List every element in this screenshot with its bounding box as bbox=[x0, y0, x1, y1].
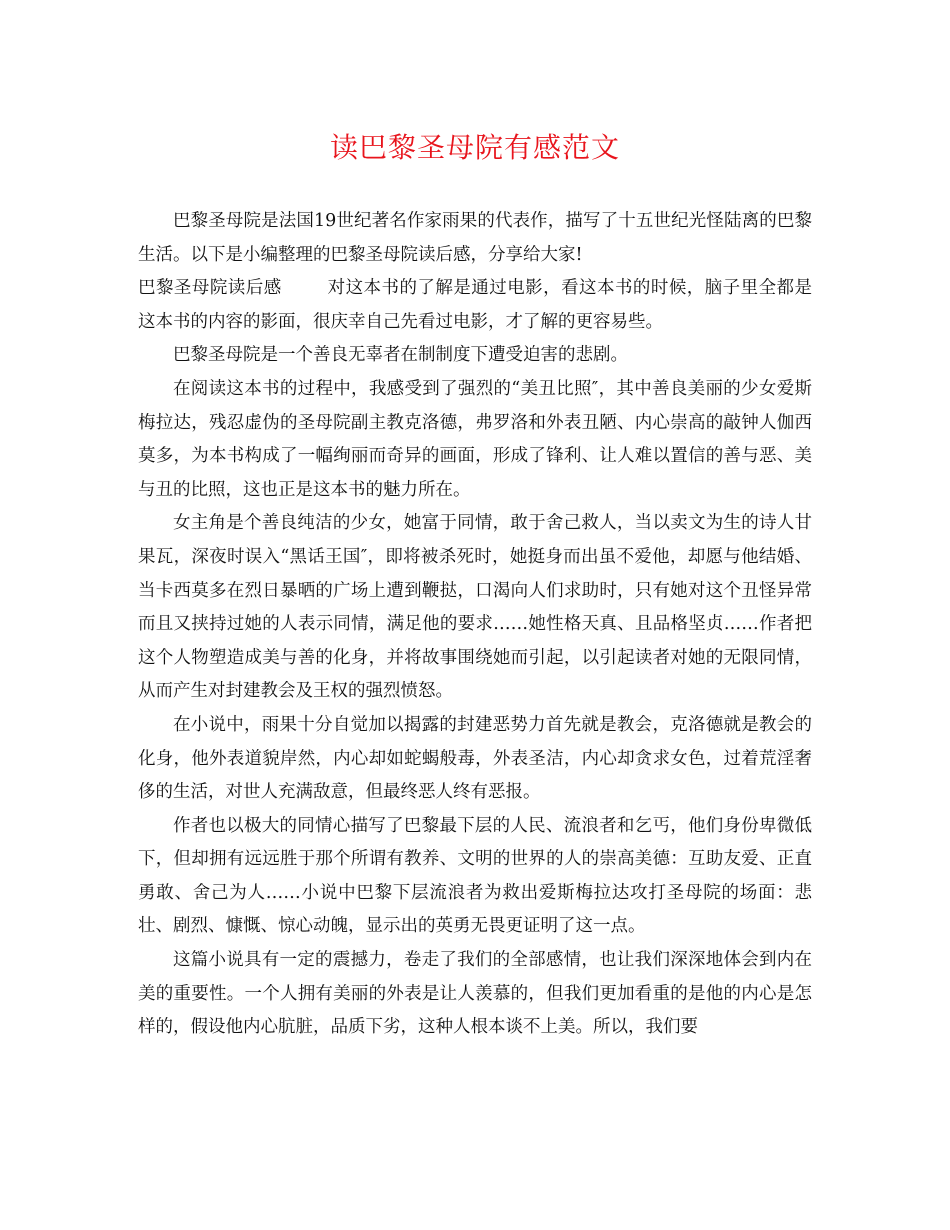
paragraph-church: 在小说中，雨果十分自觉加以揭露的封建恶势力首先就是教会，克洛德就是教会的化身，他外表道貌岸然，内心却如蛇蝎般毒，外表圣洁，内心却贪求女色，过着荒淫奢侈的生活，对世人充满敌意，但最终恶人终有恶报。 bbox=[138, 714, 812, 803]
paragraph-inner-beauty: 这篇小说具有一定的震撼力，卷走了我们的全部感情，也让我们深深地体会到内在美的重要性。一个人拥有美丽的外表是让人羡慕的，但我们更加看重的是他的内心是怎样的，假设他内心肮脏，品质下劣，这种人根本谈不上美。所以，我们要 bbox=[138, 950, 812, 1038]
document-title: 读巴黎圣母院有感范文 bbox=[329, 131, 620, 164]
section-heading: 巴黎圣母院读后感 bbox=[138, 278, 282, 299]
document-body bbox=[138, 205, 812, 1045]
paragraph-review-start bbox=[138, 272, 812, 339]
paragraph-contrast: 在阅读这本书的过程中，我感受到了强烈的“美丑比照″，其中善良美丽的少女爱斯梅拉达，残忍虚伪的圣母院副主教克洛德，弗罗洛和外表丑陋、内心崇高的敲钟人伽西莫多，为本书构成了一幅绚丽而奇异的画面，形成了锋利、让人难以置信的善与恶、美与丑的比照，这也正是这本书的魅力所在。 bbox=[138, 378, 812, 500]
paragraph-heroine: 女主角是个善良纯洁的少女，她富于同情，敢于舍己救人，当以卖文为生的诗人甘果瓦，深夜时误入“黑话王国″，即将被杀死时，她挺身而出虽不爱他，却愿与他结婚、当卡西莫多在烈日暴晒的广场上遭到鞭挞，口渴向人们求助时，只有她对这个丑怪异常而且又挟持过她的人表示同情，满足他的要求……她性格天真、且品格坚贞……作者把这个人物塑造成美与善的化身，并将故事围绕她而引起，以引起读者对她的无限同情，从而产生对封建教会及王权的强烈愤怒。 bbox=[138, 513, 812, 702]
paragraph-movie: 对这本书的了解是通过电影，看这本书的时候，脑子里全都是这本书的内容的影面，很庆幸自己先看过电影，才了解的更容易些。 bbox=[138, 278, 813, 332]
paragraph-lower-class: 作者也以极大的同情心描写了巴黎最下层的人民、流浪者和乞丐，他们身份卑微低下，但却拥有远远胜于那个所谓有教养、文明的世界的人的崇高美德：互助友爱、正直勇敢、舍己为人……小说中巴黎下层流浪者为救出爱斯梅拉达攻打圣母院的场面：悲壮、剧烈、慷慨、惊心动魄，显示出的英勇无畏更证明了这一点。 bbox=[138, 815, 812, 937]
paragraph-tragedy: 巴黎圣母院是一个善良无辜者在制制度下遭受迫害的悲剧。 bbox=[173, 345, 628, 366]
paragraph-intro: 巴黎圣母院是法国19世纪著名作家雨果的代表作，描写了十五世纪光怪陆离的巴黎生活。以下是小编整理的巴黎圣母院读后感，分享给大家! bbox=[138, 211, 812, 265]
